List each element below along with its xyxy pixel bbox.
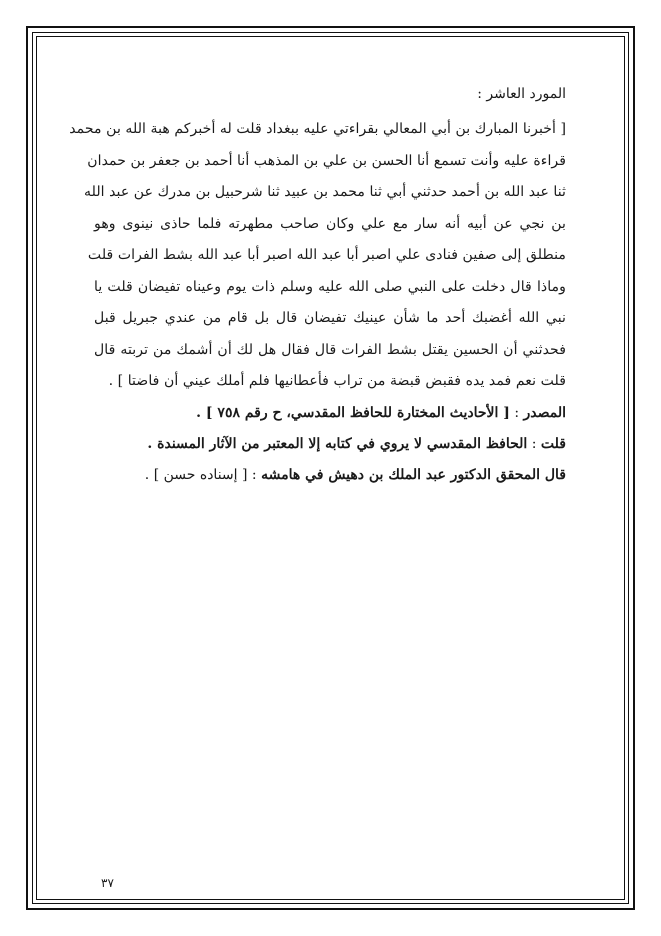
paragraph-line: قلت نعم فمد يده فقبض قبضة من تراب فأعطانيها فلم أملك عيني أن فاضتا ] . bbox=[108, 373, 566, 389]
paragraph-line: وماذا قال دخلت على النبي صلى الله عليه وسلم ذات يوم وعيناه تفيضان قلت يا bbox=[94, 278, 566, 295]
source-text: [ الأحاديث المختارة للحافظ المقدسي، ح رقم ٧٥٨ ] . bbox=[196, 404, 510, 421]
paragraph-line: منطلق إلى صفين فنادى علي اصبر أبا عبد الله اصبر أبا عبد الله بشط الفرات قلت bbox=[87, 247, 566, 263]
editor-text: [ إسناده حسن ] . bbox=[144, 466, 248, 483]
hadith-paragraph bbox=[69, 114, 566, 398]
editor-line bbox=[94, 460, 566, 491]
note-line bbox=[94, 429, 566, 460]
source-separator: : bbox=[509, 404, 524, 421]
editor-label: قال المحقق الدكتور عبد الملك بن دهيش في هامشه bbox=[261, 466, 566, 483]
note-text: الحافظ المقدسي لا يروي في كتابه إلا المعتبر من الآثار المسندة . bbox=[147, 435, 528, 452]
paragraph-line: فحدثني أن الحسين يقتل بشط الفرات قال فقال هل لك أن أشمك من تربته قال bbox=[94, 341, 566, 358]
note-separator: : bbox=[527, 435, 541, 452]
page-number: ٣٧ bbox=[101, 876, 114, 890]
note-label: قلت bbox=[540, 435, 566, 452]
page-content bbox=[69, 82, 566, 491]
paragraph-line: قراءة عليه وأنت تسمع أنا الحسن بن علي بن المذهب أنا أحمد بن جعفر بن حمدان bbox=[87, 152, 566, 169]
paragraph-line: بن نجي عن أبيه أنه سار مع علي وكان صاحب مطهرته فلما حاذى نينوى وهو bbox=[94, 215, 566, 232]
paragraph-line: ثنا عبد الله بن أحمد حدثني أبي ثنا محمد بن عبيد ثنا شرحبيل بن مدرك عن عبد الله bbox=[84, 184, 566, 200]
source-line bbox=[94, 398, 566, 429]
paragraph-line: [ أخبرنا المبارك بن أبي المعالي بقراءتي عليه ببغداد قلت له أخبركم هبة الله بن محمد bbox=[69, 121, 566, 137]
editor-separator: : bbox=[247, 466, 262, 483]
paragraph-line: نبي الله أغضبك أحد ما شأن عينيك تفيضان قال بل قام من عندي جبريل قبل bbox=[94, 310, 566, 326]
section-heading: المورد العاشر : bbox=[477, 86, 566, 102]
source-label: المصدر bbox=[523, 404, 566, 421]
